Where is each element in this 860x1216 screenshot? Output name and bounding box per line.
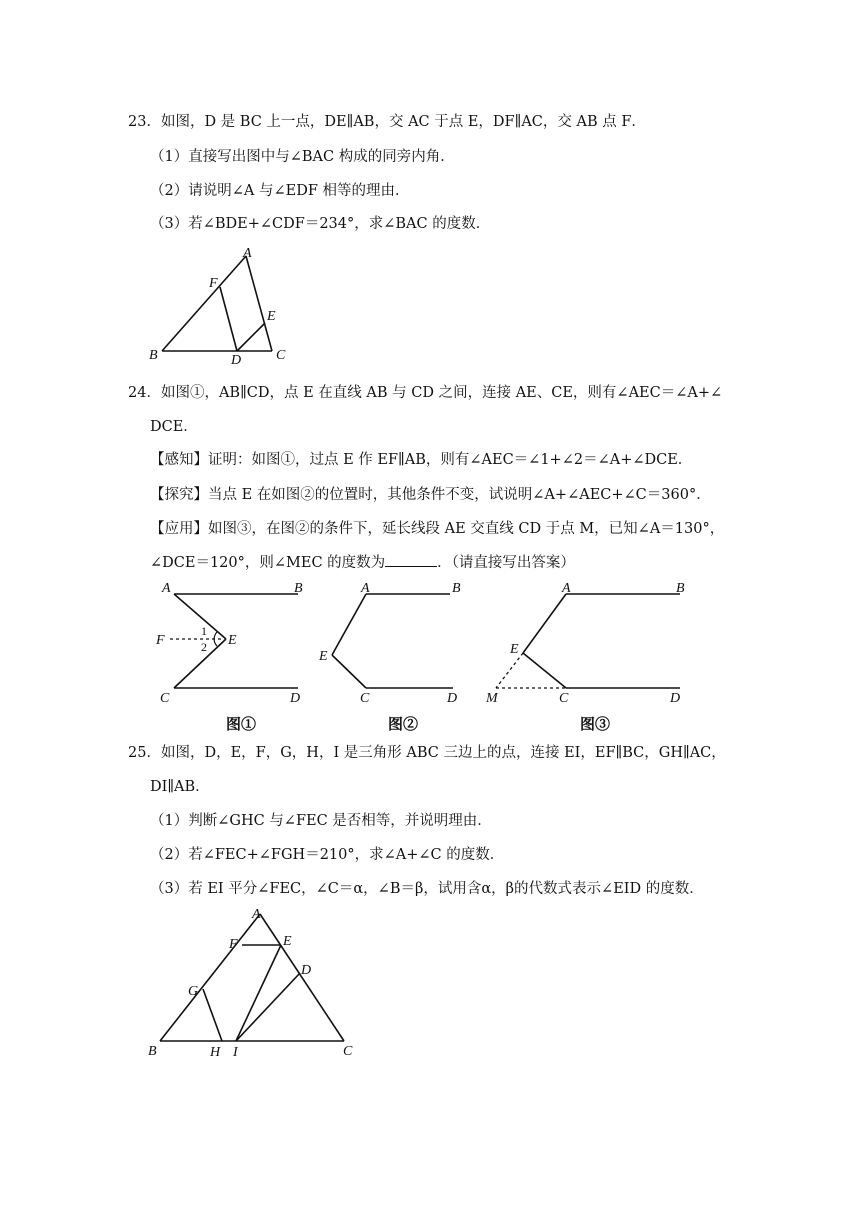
answer-blank [385, 552, 437, 567]
fig3-caption: 图③ [580, 715, 611, 733]
q25-part1: （1）判断∠GHC 与∠FEC 是否相等，并说明理由． [150, 813, 492, 829]
q24-figure-3 [480, 576, 700, 715]
q23-figure [140, 240, 300, 374]
q23-part1: （1）直接写出图中与∠BAC 构成的同旁内角． [150, 149, 455, 165]
q25-label-H: H [210, 1045, 221, 1060]
q25-label-B: B [148, 1044, 157, 1059]
fig3-label-M: M [486, 691, 498, 706]
q23-part2: （2）请说明∠A 与∠EDF 相等的理由． [150, 183, 410, 199]
q24-stem-line2: DCE． [150, 419, 198, 435]
q25-figure [140, 900, 370, 1069]
q24-apply-line2 [150, 552, 575, 573]
fig1-label-A: A [162, 581, 171, 596]
fig2-label-D: D [447, 691, 458, 706]
q23-label-E: E [267, 309, 276, 324]
q23-label-C: C [276, 348, 286, 363]
fig1-label-E: E [228, 633, 237, 648]
q23-label-A: A [243, 246, 252, 261]
fig3-label-A: A [562, 581, 571, 596]
q25-label-C: C [343, 1044, 353, 1059]
q23-label-B: B [149, 348, 158, 363]
q25-label-D: D [301, 963, 312, 978]
q24-perceive: 【感知】证明：如图①，过点 E 作 EF∥AB，则有∠AEC＝∠1+∠2＝∠A+∠DCE． [150, 452, 693, 468]
fig3-label-D: D [670, 691, 681, 706]
q24-stem-line1: 24．如图①，AB∥CD，点 E 在直线 AB 与 CD 之间，连接 AE、CE，则有∠AEC＝∠A+∠ [128, 385, 723, 401]
q25-label-A: A [252, 907, 261, 922]
q25-label-E: E [283, 934, 292, 949]
fig3-label-E: E [510, 642, 519, 657]
fig2-label-B: B [452, 581, 461, 596]
fig3-label-C: C [559, 691, 569, 706]
fig2-label-E: E [319, 649, 328, 664]
fig1-label-D: D [290, 691, 301, 706]
fig1-angle-1: 1 [201, 624, 207, 638]
fig1-label-C: C [160, 691, 170, 706]
q25-label-G: G [188, 984, 199, 999]
fig1-caption: 图① [226, 715, 257, 733]
q25-part3: （3）若 EI 平分∠FEC，∠C＝α，∠B＝β，试用含α，β的代数式表示∠EID 的度数． [150, 881, 704, 897]
q23-part3: （3）若∠BDE+∠CDF＝234°，求∠BAC 的度数． [150, 216, 491, 232]
q24-figure-2 [310, 576, 480, 715]
q23-label-D: D [231, 353, 242, 368]
q23-label-F: F [209, 276, 218, 291]
q25-part2: （2）若∠FEC+∠FGH＝210°，求∠A+∠C 的度数． [150, 847, 505, 863]
fig3-label-B: B [676, 581, 685, 596]
q24-apply-text-b: ．（请直接写出答案） [437, 555, 575, 571]
q24-figure-1 [150, 576, 320, 715]
q25-label-F: F [229, 937, 238, 952]
fig2-label-C: C [360, 691, 370, 706]
q24-apply-line1: 【应用】如图③，在图②的条件下，延长线段 AE 交直线 CD 于点 M，已知∠A＝130°， [150, 521, 725, 537]
fig1-label-F: F [156, 633, 165, 648]
q23-stem: 23．如图，D 是 BC 上一点，DE∥AB，交 AC 于点 E，DF∥AC，交 AB 点 F． [128, 114, 646, 130]
fig1-angle-2: 2 [201, 640, 207, 654]
fig1-label-B: B [294, 581, 303, 596]
q25-stem-line2: DI∥AB． [150, 779, 210, 795]
q25-stem-line1: 25．如图，D，E，F，G，H，I 是三角形 ABC 三边上的点，连接 EI，EF∥BC，GH∥AC， [128, 745, 726, 761]
q25-label-I: I [233, 1045, 238, 1060]
fig2-label-A: A [361, 581, 370, 596]
fig2-caption: 图② [388, 715, 419, 733]
q24-apply-text-a: ∠DCE＝120°，则∠MEC 的度数为 [150, 555, 386, 571]
q24-explore: 【探究】当点 E 在如图②的位置时，其他条件不变，试说明∠A+∠AEC+∠C＝360°． [150, 487, 711, 503]
